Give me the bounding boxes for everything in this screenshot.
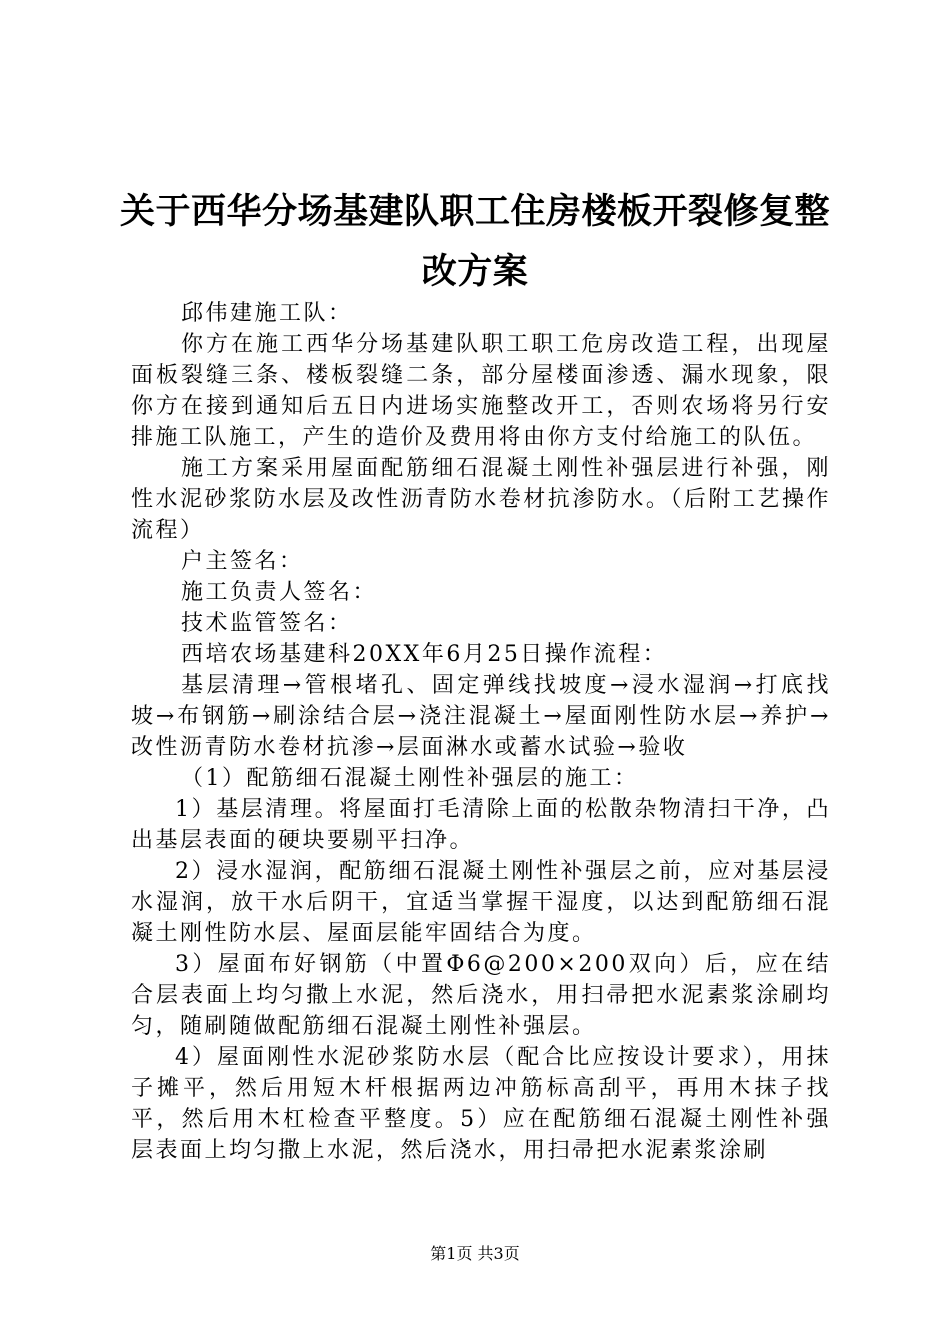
section-heading-1: （1）配筋细石混凝土刚性补强层的施工： — [181, 766, 639, 791]
document-title — [100, 182, 850, 302]
paragraph-notice: 你方在施工西华分场基建队职工职工危房改造工程，出现屋面板裂缝三条、楼板裂缝二条，部分屋楼面渗透、漏水现象，限你方在接到通知后五日内进场实施整改开工，否则农场将另行安排施工队施工，产生的造价及费用将由你方支付给施工的队伍。 — [131, 332, 831, 450]
signature-owner: 户主签名： — [181, 549, 304, 574]
step-3: 3）屋面布好钢筋（中置Φ6@200×200双向）后，应在结合层表面上均匀撒上水泥，然后浇水，用扫帚把水泥素浆涂刷均匀，随刷随做配筋细石混凝土刚性补强层。 — [131, 952, 831, 1039]
title-line-1: 关于西华分场基建队职工住房楼板开裂修复整 — [119, 192, 830, 232]
signature-technical-supervisor: 技术监管签名： — [181, 611, 353, 636]
step-2: 2）浸水湿润，配筋细石混凝土刚性补强层之前，应对基层浸水湿润，放干水后阴干，宜适当掌握干湿度，以达到配筋细石混凝土刚性防水层、屋面层能牢固结合为度。 — [131, 859, 831, 946]
page-footer: 第1页 共3页 — [430, 1244, 520, 1263]
step-1: 1）基层清理。将屋面打毛清除上面的松散杂物清扫干净，凸出基层表面的硬块要剔平扫净。 — [131, 797, 831, 853]
issuer-date-line: 西培农场基建科20XX年6月25日操作流程： — [181, 642, 668, 667]
document-body — [131, 298, 831, 1166]
paragraph-plan: 施工方案采用屋面配筋细石混凝土刚性补强层进行补强，刚性水泥砂浆防水层及改性沥青防水卷材抗渗防水。（后附工艺操作流程） — [131, 456, 831, 543]
title-line-2: 改方案 — [421, 252, 529, 292]
salutation: 邱伟建施工队： — [181, 301, 353, 326]
signature-construction-lead: 施工负责人签名： — [181, 580, 378, 605]
paragraph-process-flow: 基层清理→管根堵孔、固定弹线找坡度→浸水湿润→打底找坡→布钢筋→刷涂结合层→浇注混凝土→屋面刚性防水层→养护→改性沥青防水卷材抗渗→层面淋水或蓄水试验→验收 — [131, 673, 831, 760]
step-4-5: 4）屋面刚性水泥砂浆防水层（配合比应按设计要求），用抹子摊平，然后用短木杆根据两边冲筋标高刮平，再用木抹子找平，然后用木杠检查平整度。5）应在配筋细石混凝土刚性补强层表面上均匀撒上水泥，然后浇水，用扫帚把水泥素浆涂刷 — [131, 1045, 831, 1163]
